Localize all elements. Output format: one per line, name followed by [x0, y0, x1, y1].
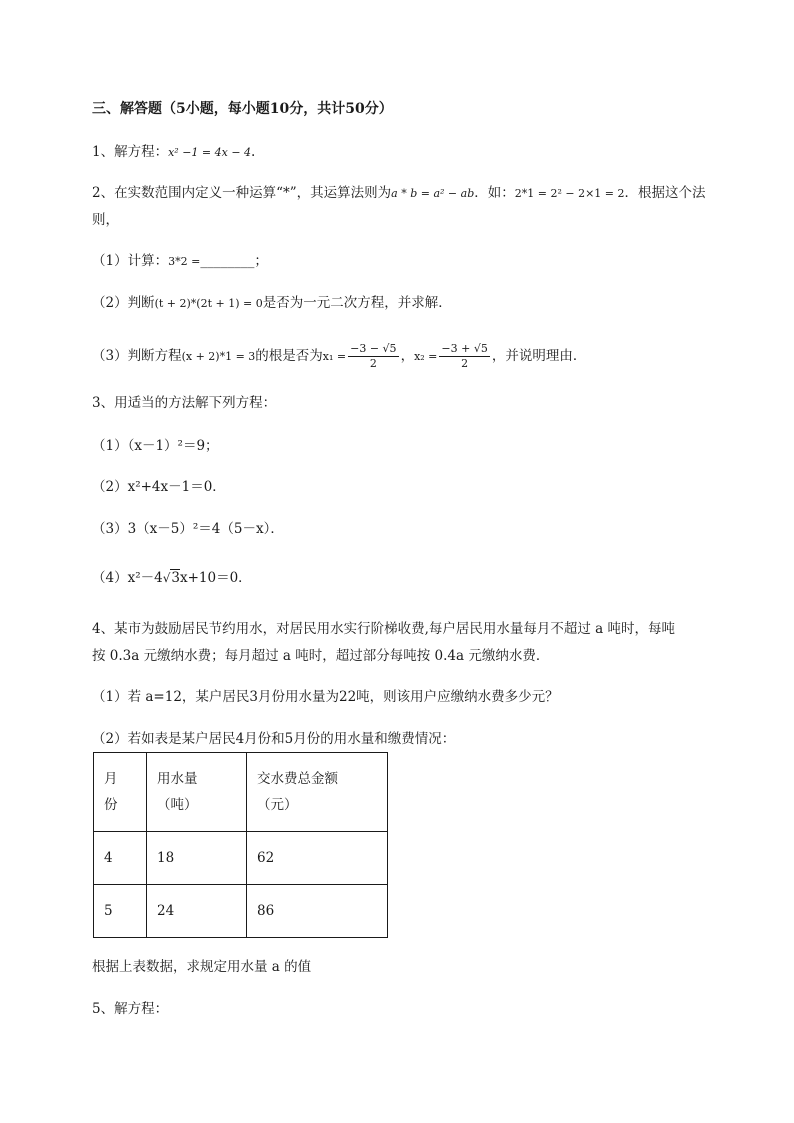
- x2-denominator: 2: [461, 357, 469, 370]
- section-title: 三、解答题（5小题，每小题10分，共计50分）: [92, 101, 393, 117]
- q2-p3-label: （3）判断方程: [92, 348, 182, 364]
- x-separator: ，: [400, 348, 415, 364]
- question-3-intro: 3、用适当的方法解下列方程：: [92, 395, 277, 411]
- header-usage: [147, 753, 247, 832]
- q2-p3-expr: (x + 2)*1 = 3: [181, 350, 256, 363]
- x1-denominator: 2: [369, 357, 377, 370]
- question-2-part-3: [92, 342, 586, 371]
- q2-p1-expr: 3*2 =: [168, 255, 201, 268]
- header-fee: [247, 753, 388, 832]
- table-header-row: [94, 753, 388, 832]
- table-cell: 62: [247, 832, 388, 885]
- question-3-part-3: （3）3（x－5）²＝4（5－x）．: [92, 521, 284, 537]
- table-cell: 86: [247, 885, 388, 938]
- water-usage-table: [93, 752, 388, 938]
- question-4-part-2: （2）若如表是某户居民4月份和5月份的用水量和缴费情况：: [92, 731, 456, 747]
- q3-p4-a: （4）x²－4: [92, 570, 163, 586]
- header-month: [94, 753, 147, 832]
- question-4-after-table: 根据上表数据，求规定用水量 a 的值: [92, 959, 312, 975]
- sqrt-radicand: 3: [171, 570, 180, 586]
- table-row: [94, 832, 388, 885]
- q2-p3-text-end: ，并说明理由．: [491, 348, 587, 364]
- q2-intro-c: ．根据这个法: [624, 185, 706, 201]
- sqrt-symbol: √: [162, 571, 171, 585]
- q2-p2-expr: (t + 2)*(2t + 1) = 0: [154, 297, 263, 310]
- q1-equation: x² −1 = 4x − 4: [168, 146, 252, 159]
- q2-intro-b: ．如：: [474, 185, 515, 201]
- question-2-part-2: [92, 293, 452, 314]
- q2-rule: a * b = a² − ab: [391, 187, 475, 200]
- header-fee-l2: （元）: [257, 797, 298, 813]
- q2-p2-text: 是否为一元二次方程，并求解．: [262, 295, 452, 311]
- question-3-part-1: （1）（x－1）²＝9；: [92, 438, 219, 454]
- q2-p2-label: （2）判断: [92, 295, 155, 311]
- q1-end: .: [251, 144, 256, 160]
- table-cell: 4: [94, 832, 147, 885]
- q2-example: 2*1 = 2² − 2×1 = 2: [514, 187, 625, 200]
- question-2-line-2: 则，: [92, 212, 119, 228]
- x1-numerator: −3 − √5: [350, 342, 397, 355]
- table-cell: 18: [147, 832, 247, 885]
- table-cell: 5: [94, 885, 147, 938]
- question-5-label: 5、解方程：: [92, 1001, 169, 1017]
- x2-fraction: [439, 342, 489, 371]
- q2-p3-text: 的根是否为: [255, 348, 323, 364]
- q2-intro: 2、在实数范围内定义一种运算“*”，其运算法则为: [92, 185, 392, 201]
- question-2-part-1: [92, 251, 268, 272]
- x2-numerator: −3 + √5: [441, 342, 488, 355]
- x2-label: x₂ =: [414, 350, 438, 363]
- question-1: [92, 142, 255, 163]
- x1-label: x₁ =: [322, 350, 347, 363]
- table-row: [94, 885, 388, 938]
- table-cell: 24: [147, 885, 247, 938]
- header-usage-l1: 用水量: [157, 771, 198, 787]
- question-4-part-1: （1）若 a=12，某户居民3月份用水量为22吨，则该用户应缴纳水费多少元？: [92, 689, 559, 705]
- header-month-l1: 月: [104, 771, 118, 787]
- question-3-part-2: （2）x²+4x－1＝0．: [92, 479, 226, 495]
- header-usage-l2: （吨）: [157, 797, 198, 813]
- question-2-line-1: [92, 183, 706, 204]
- header-month-l2: 份: [104, 797, 118, 813]
- q2-p1-label: （1）计算：: [92, 253, 169, 269]
- question-4-line-1: 4、某市为鼓励居民节约用水，对居民用水实行阶梯收费,每户居民用水量每月不超过 a 吨时，每吨: [92, 621, 676, 637]
- x1-fraction: [348, 342, 398, 371]
- q2-p1-end: ；: [254, 253, 268, 269]
- q1-label: 1、解方程：: [92, 144, 169, 160]
- q3-p4-b: x+10＝0．: [179, 570, 252, 586]
- header-fee-l1: 交水费总金额: [257, 771, 338, 787]
- question-3-part-4: [92, 568, 252, 588]
- q2-p1-blank: ________: [200, 253, 255, 269]
- question-4-line-2: 按 0.3a 元缴纳水费；每月超过 a 吨时，超过部分每吨按 0.4a 元缴纳水费．: [92, 648, 550, 664]
